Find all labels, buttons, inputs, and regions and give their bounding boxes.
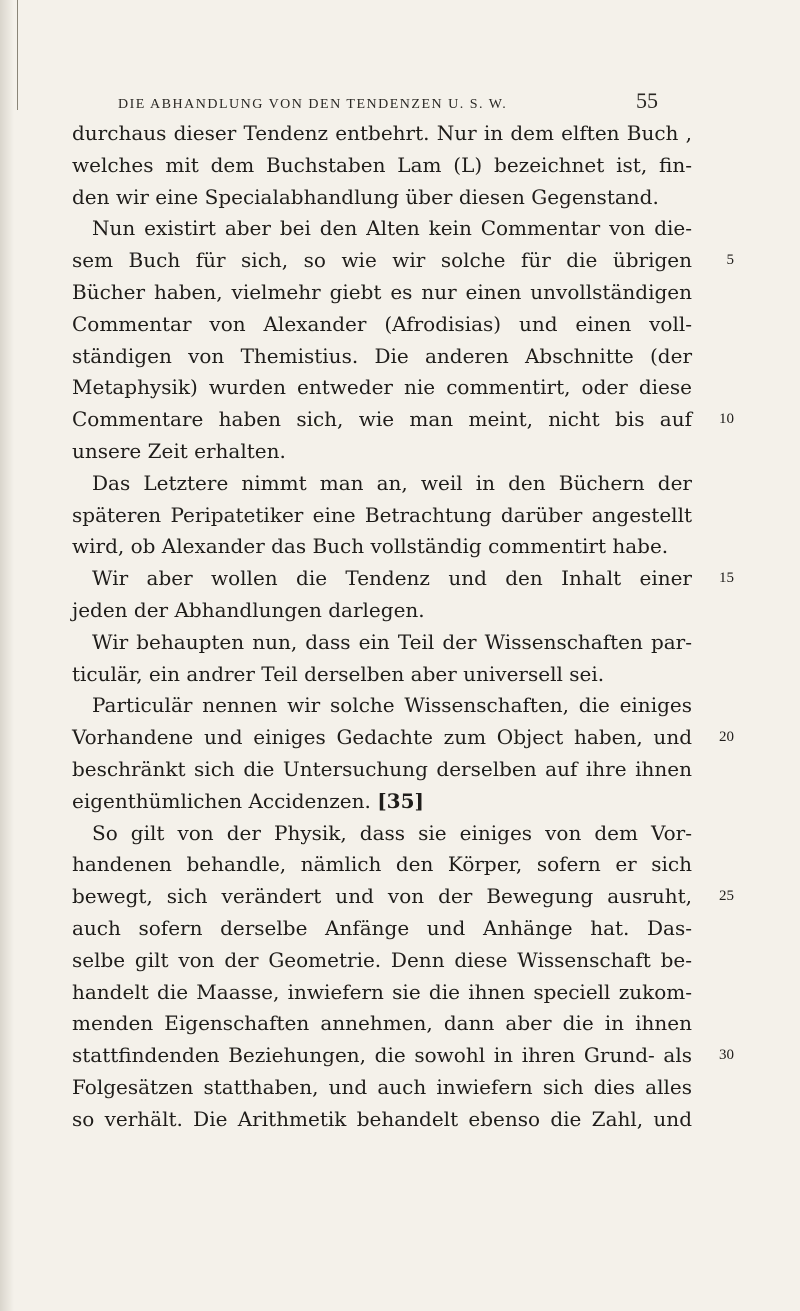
line-number: 15	[719, 570, 734, 587]
text-line	[72, 563, 734, 595]
text-line	[72, 945, 692, 977]
line-text: Nun existirt aber bei den Alten kein Commentar von die-	[92, 216, 692, 241]
line-text: Bücher haben, vielmehr giebt es nur einen unvollständigen	[72, 279, 692, 304]
text-line	[72, 372, 692, 404]
line-text: unsere Zeit erhalten.	[72, 438, 286, 463]
line-text: auch sofern derselbe Anfänge und Anhänge hat. Das-	[72, 915, 692, 940]
line-text: handelt die Maasse, inwiefern sie die ihnen speciell zukom-	[72, 979, 692, 1004]
line-text: handenen behandle, nämlich den Körper, sofern er sich	[72, 852, 692, 877]
text-line	[72, 659, 692, 691]
line-number: 10	[719, 411, 734, 428]
line-text: durchaus dieser Tendenz entbehrt. Nur in dem elften Buch ,	[72, 121, 692, 145]
line-text: So gilt von der Physik, dass sie einiges von dem Vor-	[92, 820, 692, 845]
text-line	[72, 913, 692, 945]
text-line	[72, 182, 692, 214]
line-text: menden Eigenschaften annehmen, dann aber die in ihnen	[72, 1011, 692, 1036]
page-number: 55	[636, 88, 658, 113]
text-line	[72, 690, 692, 722]
text-line	[72, 1008, 692, 1040]
text-line	[72, 213, 692, 245]
line-text: stattfindenden Beziehungen, die sowohl in ihren Grund- als	[72, 1043, 692, 1068]
page-reference: [35]	[377, 788, 424, 813]
line-text: wird, ob Alexander das Buch vollständig commentirt habe.	[72, 534, 669, 559]
line-text: Wir behaupten nun, dass ein Teil der Wissenschaften par-	[92, 629, 692, 654]
line-text: Wir aber wollen die Tendenz und den Inhalt einer	[92, 566, 692, 591]
text-line	[72, 818, 692, 850]
text-line	[72, 1104, 692, 1136]
text-line	[72, 150, 692, 182]
text-line	[72, 531, 692, 563]
line-text: späteren Peripatetiker eine Betrachtung darüber angestellt	[72, 502, 692, 527]
line-text: ständigen von Themistius. Die anderen Abschnitte (der	[72, 343, 692, 368]
line-text: Metaphysik) wurden entweder nie commentirt, oder diese	[72, 375, 692, 400]
line-text: so verhält. Die Arithmetik behandelt ebenso die Zahl, und	[72, 1106, 692, 1131]
text-line	[72, 118, 692, 150]
running-title: DIE ABHANDLUNG VON DEN TENDENZEN U. S. W.	[118, 97, 508, 112]
line-text: bewegt, sich verändert und von der Bewegung ausruht,	[72, 884, 692, 909]
line-text: selbe gilt von der Geometrie. Denn diese Wissenschaft be-	[72, 947, 692, 972]
line-text: jeden der Abhandlungen darlegen.	[72, 597, 425, 622]
text-line	[72, 277, 692, 309]
line-text: beschränkt sich die Untersuchung derselben auf ihre ihnen	[72, 756, 692, 781]
line-text: Commentar von Alexander (Afrodisias) und einen voll-	[72, 311, 692, 336]
text-line	[72, 786, 692, 818]
page-gutter-shadow	[0, 0, 14, 1311]
line-text: Das Letztere nimmt man an, weil in den Büchern der	[92, 470, 692, 495]
line-text: ticulär, ein andrer Teil derselben aber universell sei.	[72, 661, 605, 686]
line-text: Particulär nennen wir solche Wissenschaften, die einiges	[92, 693, 692, 718]
text-line	[72, 849, 692, 881]
text-line	[72, 468, 692, 500]
line-number: 20	[719, 729, 734, 746]
line-text: Folgesätzen statthaben, und auch inwiefern sich dies alles	[72, 1074, 692, 1099]
line-text: welches mit dem Buchstaben Lam (L) bezeichnet ist, fin-	[72, 152, 692, 177]
page-edge-line	[17, 0, 18, 110]
line-number: 25	[719, 888, 734, 905]
line-text: eigenthümlichen Accidenzen.	[72, 788, 371, 813]
text-line	[72, 500, 692, 532]
line-text: Commentare haben sich, wie man meint, nicht bis auf	[72, 407, 692, 432]
line-text: den wir eine Specialabhandlung über diesen Gegenstand.	[72, 184, 659, 209]
running-head	[118, 88, 658, 114]
line-text: sem Buch für sich, so wie wir solche für die übrigen	[72, 248, 692, 273]
text-line	[72, 309, 692, 341]
text-line	[72, 722, 734, 754]
text-line	[72, 977, 692, 1009]
text-line	[72, 627, 692, 659]
text-line	[72, 1040, 734, 1072]
line-number: 5	[726, 252, 734, 269]
text-line	[72, 436, 692, 468]
text-line	[72, 754, 692, 786]
text-line	[72, 595, 692, 627]
line-number: 30	[719, 1047, 734, 1064]
text-line	[72, 1072, 692, 1104]
text-line	[72, 341, 692, 373]
text-line	[72, 404, 734, 436]
text-line	[72, 245, 734, 277]
body-text	[72, 118, 734, 1136]
line-text: Vorhandene und einiges Gedachte zum Object haben, und	[72, 725, 692, 750]
text-line	[72, 881, 734, 913]
